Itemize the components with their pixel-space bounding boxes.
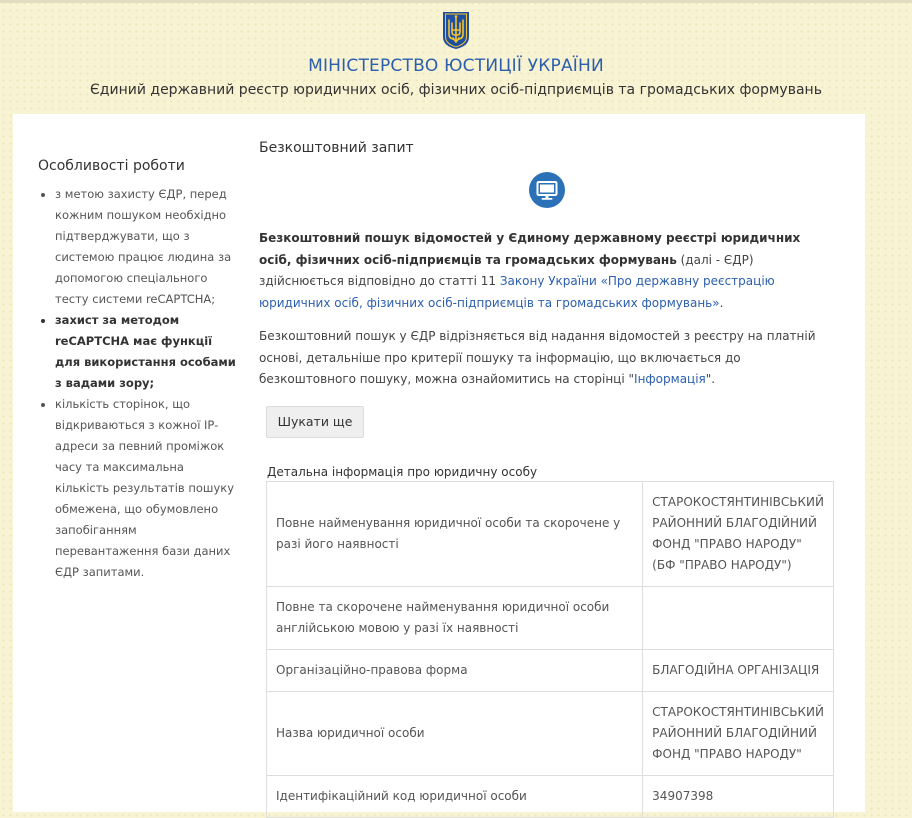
details-title: Детальна інформація про юридичну особу (267, 464, 538, 479)
row-value: СТАРОКОСТЯНТИНІВСЬКИЙ РАЙОННИЙ БЛАГОДІЙНИЙ ФОНД "ПРАВО НАРОДУ" (643, 691, 834, 775)
main-content (259, 140, 834, 818)
details-table (266, 481, 834, 818)
page-header (0, 10, 912, 98)
intro-paragraph (259, 228, 834, 314)
info-text: Безкоштовний пошук у ЄДР відрізняється від надання відомостей з реєстру на платній основі, детальніше про критерії пошуку та інформацію, що включається до безкоштовного пошуку, можна ознайомитись на сторінці " (259, 329, 816, 386)
row-value: 34907398 (643, 775, 834, 817)
page-title: Безкоштовний запит (259, 140, 414, 156)
intro-bold: Безкоштовний пошук відомостей у Єдиному державному реєстрі юридичних осіб, фізичних осіб-підприємців та громадських формувань (259, 231, 801, 267)
row-value: СТАРОКОСТЯНТИНІВСЬКИЙ РАЙОННИЙ БЛАГОДІЙНИЙ ФОНД "ПРАВО НАРОДУ" (БФ "ПРАВО НАРОДУ") (643, 481, 834, 586)
sidebar-item-limits: • кількість сторінок, що відкриваються з кожної IP-адреси за певний проміжок часу та максимальна кількість результатів пошуку обмежена, що обумовлено запобіганням перевантаження бази даних ЄДР запитами. (55, 394, 238, 583)
row-label: Повне та скорочене найменування юридичної особи англійською мовою у разі їх наявності (267, 586, 643, 649)
sidebar-item-accessibility: • захист за методом reCAPTCHA має функції для використання особами з вадами зору; (55, 310, 238, 394)
sidebar (38, 158, 238, 583)
row-label: Повне найменування юридичної особи та скорочене у разі його наявності (267, 481, 643, 586)
info-link[interactable]: Інформація (634, 372, 706, 386)
table-row (267, 481, 834, 586)
table-row (267, 649, 834, 691)
registry-subtitle: Єдиний державний реєстр юридичних осіб, фізичних осіб-підприємців та громадських формувань (90, 82, 822, 98)
intro-text: (далі - ЄДР) здійснюється відповідно до статті 11 (259, 252, 754, 288)
row-label: Ідентифікаційний код юридичної особи (267, 775, 643, 817)
monitor-icon (529, 172, 565, 208)
table-row (267, 775, 834, 817)
search-again-button[interactable]: Шукати ще (266, 406, 364, 438)
top-border (0, 0, 912, 3)
row-label: Назва юридичної особи (267, 691, 643, 775)
row-value: БЛАГОДІЙНА ОРГАНІЗАЦІЯ (643, 649, 834, 691)
sidebar-title: Особливості роботи (38, 158, 185, 174)
table-row (267, 691, 834, 775)
law-link[interactable]: Закону України «Про державну реєстрацію юридичних осіб, фізичних осіб-підприємців та громадських формувань» (259, 274, 775, 310)
sidebar-item-recaptcha: • з метою захисту ЄДР, перед кожним пошуком необхідно підтверджувати, що з системою працює людина за допомогою спеціального тесту системи reCAPTCHA; (55, 184, 238, 310)
row-value (643, 586, 834, 649)
sidebar-list (38, 184, 238, 583)
table-row (267, 586, 834, 649)
row-label: Організаційно-правова форма (267, 649, 643, 691)
info-paragraph (259, 326, 834, 391)
ministry-title: МІНІСТЕРСТВО ЮСТИЦІЇ УКРАЇНИ (308, 56, 604, 76)
content-panel (13, 114, 865, 812)
coat-of-arms-icon (441, 10, 471, 50)
info-end: ". (705, 372, 716, 386)
intro-end: . (719, 295, 724, 310)
